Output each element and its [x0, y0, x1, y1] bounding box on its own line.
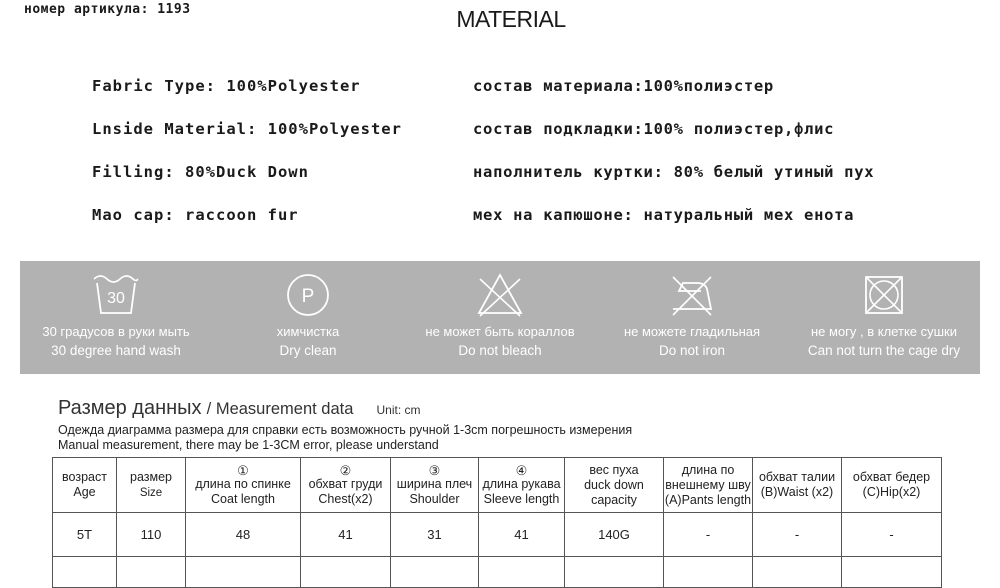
spec-en: Lnside Material: 100%Polyester	[92, 120, 402, 138]
header-chest: ② обхват груди Chest(x2)	[301, 458, 391, 513]
care-item-no-iron	[596, 261, 788, 374]
cell-empty	[186, 557, 301, 588]
care-label-ru: не может быть кораллов	[425, 324, 575, 339]
no-bleach-icon	[475, 269, 525, 317]
cell-empty	[53, 557, 117, 588]
care-item-hand-wash	[20, 261, 212, 374]
header-down-capacity: вес пуха duck down capacity	[565, 458, 664, 513]
care-label-en: Do not bleach	[458, 343, 542, 358]
no-tumble-dry-icon	[859, 269, 909, 317]
spec-en: Filling: 80%Duck Down	[92, 163, 309, 181]
care-item-no-tumble-dry	[788, 261, 980, 374]
article-number: номер артикула: 1193	[24, 2, 191, 17]
care-label-en: Can not turn the cage dry	[807, 343, 961, 358]
cell-empty	[479, 557, 565, 588]
care-symbol-text: 30	[107, 290, 125, 307]
header-sleeve-length: ④ длина рукава Sleeve length	[479, 458, 565, 513]
care-instructions-band	[20, 261, 980, 374]
no-iron-icon	[667, 269, 717, 317]
care-label-ru: не можете гладильная	[623, 324, 761, 339]
cell-shoulder: 31	[391, 513, 479, 557]
cell-chest: 41	[301, 513, 391, 557]
table-row	[53, 513, 942, 557]
spec-en: Mao cap: raccoon fur	[92, 206, 299, 224]
header-waist: обхват талии (B)Waist (x2)	[753, 458, 842, 513]
spec-ru: состав подкладки:100% полиэстер,флис	[473, 120, 835, 138]
dry-clean-icon	[283, 269, 333, 317]
cell-empty	[117, 557, 186, 588]
measurement-note-ru: Одежда диаграмма размера для справки есть возможность ручной 1-3cm погрешность измерения	[58, 423, 633, 437]
hand-wash-30-icon	[91, 269, 141, 317]
size-table	[52, 457, 942, 588]
measurement-title	[58, 397, 421, 420]
care-symbol-text: P	[301, 286, 315, 307]
cell-empty	[565, 557, 664, 588]
care-label-en: 30 degree hand wash	[51, 343, 181, 358]
header-pants-length: длина по внешнему шву (A)Pants length	[664, 458, 753, 513]
cell-coat-length: 48	[186, 513, 301, 557]
measurement-note-en: Manual measurement, there may be 1-3CM error, please understand	[58, 438, 439, 452]
spec-en: Fabric Type: 100%Polyester	[92, 77, 361, 95]
header-hip: обхват бедер (C)Hip(x2)	[842, 458, 942, 513]
cell-hip: -	[842, 513, 942, 557]
care-label-en: Do not iron	[658, 343, 726, 358]
table-header-row	[53, 458, 942, 513]
spec-ru: мех на капюшоне: натуральный мех енота	[473, 206, 855, 224]
table-row	[53, 557, 942, 588]
care-item-no-bleach	[404, 261, 596, 374]
care-label-en: Dry clean	[279, 343, 337, 358]
header-shoulder: ③ ширина плеч Shoulder	[391, 458, 479, 513]
care-label-ru: химчистка	[276, 324, 340, 339]
cell-down-capacity: 140G	[565, 513, 664, 557]
cell-empty	[842, 557, 942, 588]
header-size: размер Size	[117, 458, 186, 513]
measurement-title-en: / Measurement data	[206, 400, 354, 418]
measurement-title-ru: Размер данных	[58, 397, 202, 419]
cell-empty	[753, 557, 842, 588]
cell-empty	[391, 557, 479, 588]
measurement-unit: Unit: cm	[376, 403, 421, 417]
cell-pants-length: -	[664, 513, 753, 557]
cell-waist: -	[753, 513, 842, 557]
care-label-ru: не могу , в клетке сушки	[810, 324, 957, 339]
spec-ru: наполнитель куртки: 80% белый утиный пух	[473, 163, 875, 181]
cell-empty	[301, 557, 391, 588]
cell-age: 5T	[53, 513, 117, 557]
spec-ru: состав материала:100%полиэстер	[473, 77, 774, 95]
header-age: возраст Age	[53, 458, 117, 513]
cell-empty	[664, 557, 753, 588]
header-coat-length: ① длина по спинке Coat length	[186, 458, 301, 513]
cell-sleeve-length: 41	[479, 513, 565, 557]
care-label-ru: 30 градусов в руки мыть	[42, 324, 190, 339]
cell-size: 110	[117, 513, 186, 557]
page-title: MATERIAL	[456, 6, 566, 32]
care-item-dry-clean	[212, 261, 404, 374]
